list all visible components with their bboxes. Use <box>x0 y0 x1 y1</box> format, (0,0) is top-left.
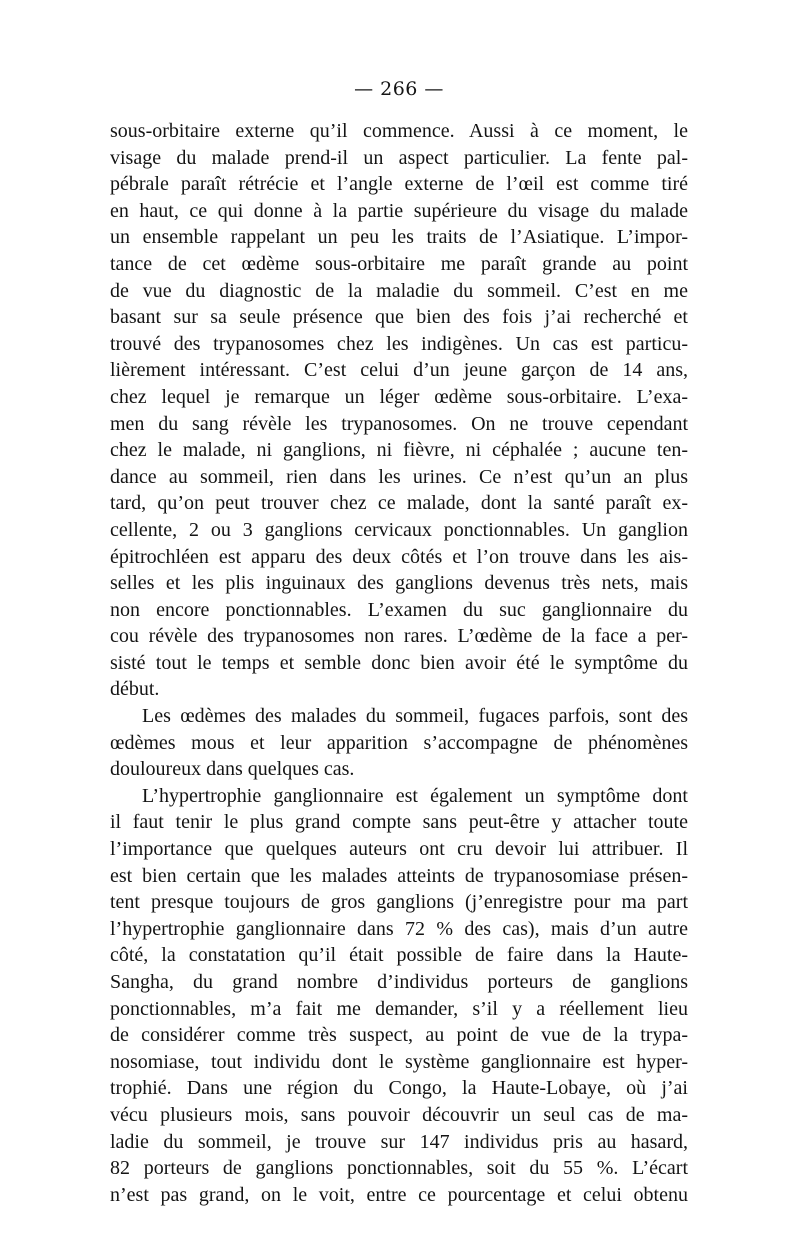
text-line: nosomiase, tout individu dont le système ganglionnaire est hyper- <box>110 1050 688 1073</box>
text-line: chez le malade, ni ganglions, ni fièvre, ni céphalée ; aucune ten- <box>110 439 688 462</box>
book-page <box>110 78 688 1208</box>
text-line: sous-orbitaire externe qu’il commence. Aussi à ce moment, le <box>110 120 688 142</box>
text-line: pébrale paraît rétrécie et l’angle externe de l’œil est comme tiré <box>110 173 688 196</box>
text-line: cou révèle des trypanosomes non rares. L’œdème de la face a per- <box>110 625 688 648</box>
text-line: l’hypertrophie ganglionnaire dans 72 % des cas), mais d’un autre <box>110 917 688 940</box>
text-line: tard, qu’on peut trouver chez ce malade, dont la santé paraît ex- <box>110 492 688 515</box>
text-line: œdèmes mous et leur apparition s’accompagne de phénomènes <box>110 731 688 754</box>
text-line: ladie du sommeil, je trouve sur 147 individus pris au hasard, <box>110 1130 688 1153</box>
text-line: de considérer comme très suspect, au point de vue de la trypa- <box>110 1024 688 1047</box>
text-line: de vue du diagnostic de la maladie du sommeil. C’est en me <box>110 279 688 302</box>
text-line: basant sur sa seule présence que bien des fois j’ai recherché et <box>110 306 688 329</box>
text-line: Les œdèmes des malades du sommeil, fugaces parfois, sont des <box>142 705 688 728</box>
text-line: l’importance que quelques auteurs ont cru devoir lui attribuer. Il <box>110 838 688 861</box>
text-line: épitrochléen est apparu des deux côtés et l’on trouve dans les ais- <box>110 545 688 568</box>
text-line: tance de cet œdème sous-orbitaire me paraît grande au point <box>110 252 688 275</box>
paragraph <box>110 783 688 1209</box>
text-line: ponctionnables, m’a fait me demander, s’il y a réellement lieu <box>110 997 688 1020</box>
text-line: un ensemble rappelant un peu les traits de l’Asiatique. L’impor- <box>110 226 688 249</box>
text-line: selles et les plis inguinaux des ganglions devenus très nets, mais <box>110 572 688 595</box>
text-line: trouvé des trypanosomes chez les indigènes. Un cas est particu- <box>110 332 688 355</box>
text-line: L’hypertrophie ganglionnaire est également un symptôme dont <box>142 784 688 807</box>
text-line: n’est pas grand, on le voit, entre ce pourcentage et celui obtenu <box>110 1183 688 1206</box>
text-line: douloureux dans quelques cas. <box>110 758 355 781</box>
page-number: — 266 — <box>354 78 444 100</box>
text-line: il faut tenir le plus grand compte sans peut-être y attacher toute <box>110 811 688 834</box>
text-line: 82 porteurs de ganglions ponctionnables, soit du 55 %. L’écart <box>110 1157 688 1180</box>
text-line: côté, la constatation qu’il était possible de faire dans la Haute- <box>110 944 688 967</box>
text-line: vécu plusieurs mois, sans pouvoir découvrir un seul cas de ma- <box>110 1103 688 1126</box>
text-line: sisté tout le temps et semble donc bien avoir été le symptôme du <box>110 651 688 674</box>
text-line: chez lequel je remarque un léger œdème sous-orbitaire. L’exa- <box>110 385 688 408</box>
paragraph <box>110 703 688 783</box>
text-line: dance au sommeil, rien dans les urines. Ce n’est qu’un an plus <box>110 465 688 488</box>
text-line: non encore ponctionnables. L’examen du suc ganglionnaire du <box>110 598 688 621</box>
text-line: en haut, ce qui donne à la partie supérieure du visage du malade <box>110 199 688 222</box>
text-line: début. <box>110 678 160 701</box>
text-line: men du sang révèle les trypanosomes. On ne trouve cependant <box>110 412 688 435</box>
text-line: cellente, 2 ou 3 ganglions cervicaux ponctionnables. Un ganglion <box>110 518 688 541</box>
paragraph <box>110 118 688 703</box>
text-line: lièrement intéressant. C’est celui d’un jeune garçon de 14 ans, <box>110 359 688 382</box>
text-line: tent presque toujours de gros ganglions (j’enregistre pour ma part <box>110 891 688 914</box>
body-text <box>110 118 688 1208</box>
text-line: visage du malade prend-il un aspect particulier. La fente pal- <box>110 146 688 169</box>
text-line: est bien certain que les malades atteints de trypanosomiase présen- <box>110 864 688 887</box>
text-line: Sangha, du grand nombre d’individus porteurs de ganglions <box>110 971 688 993</box>
text-line: trophié. Dans une région du Congo, la Haute-Lobaye, où j’ai <box>110 1077 688 1100</box>
